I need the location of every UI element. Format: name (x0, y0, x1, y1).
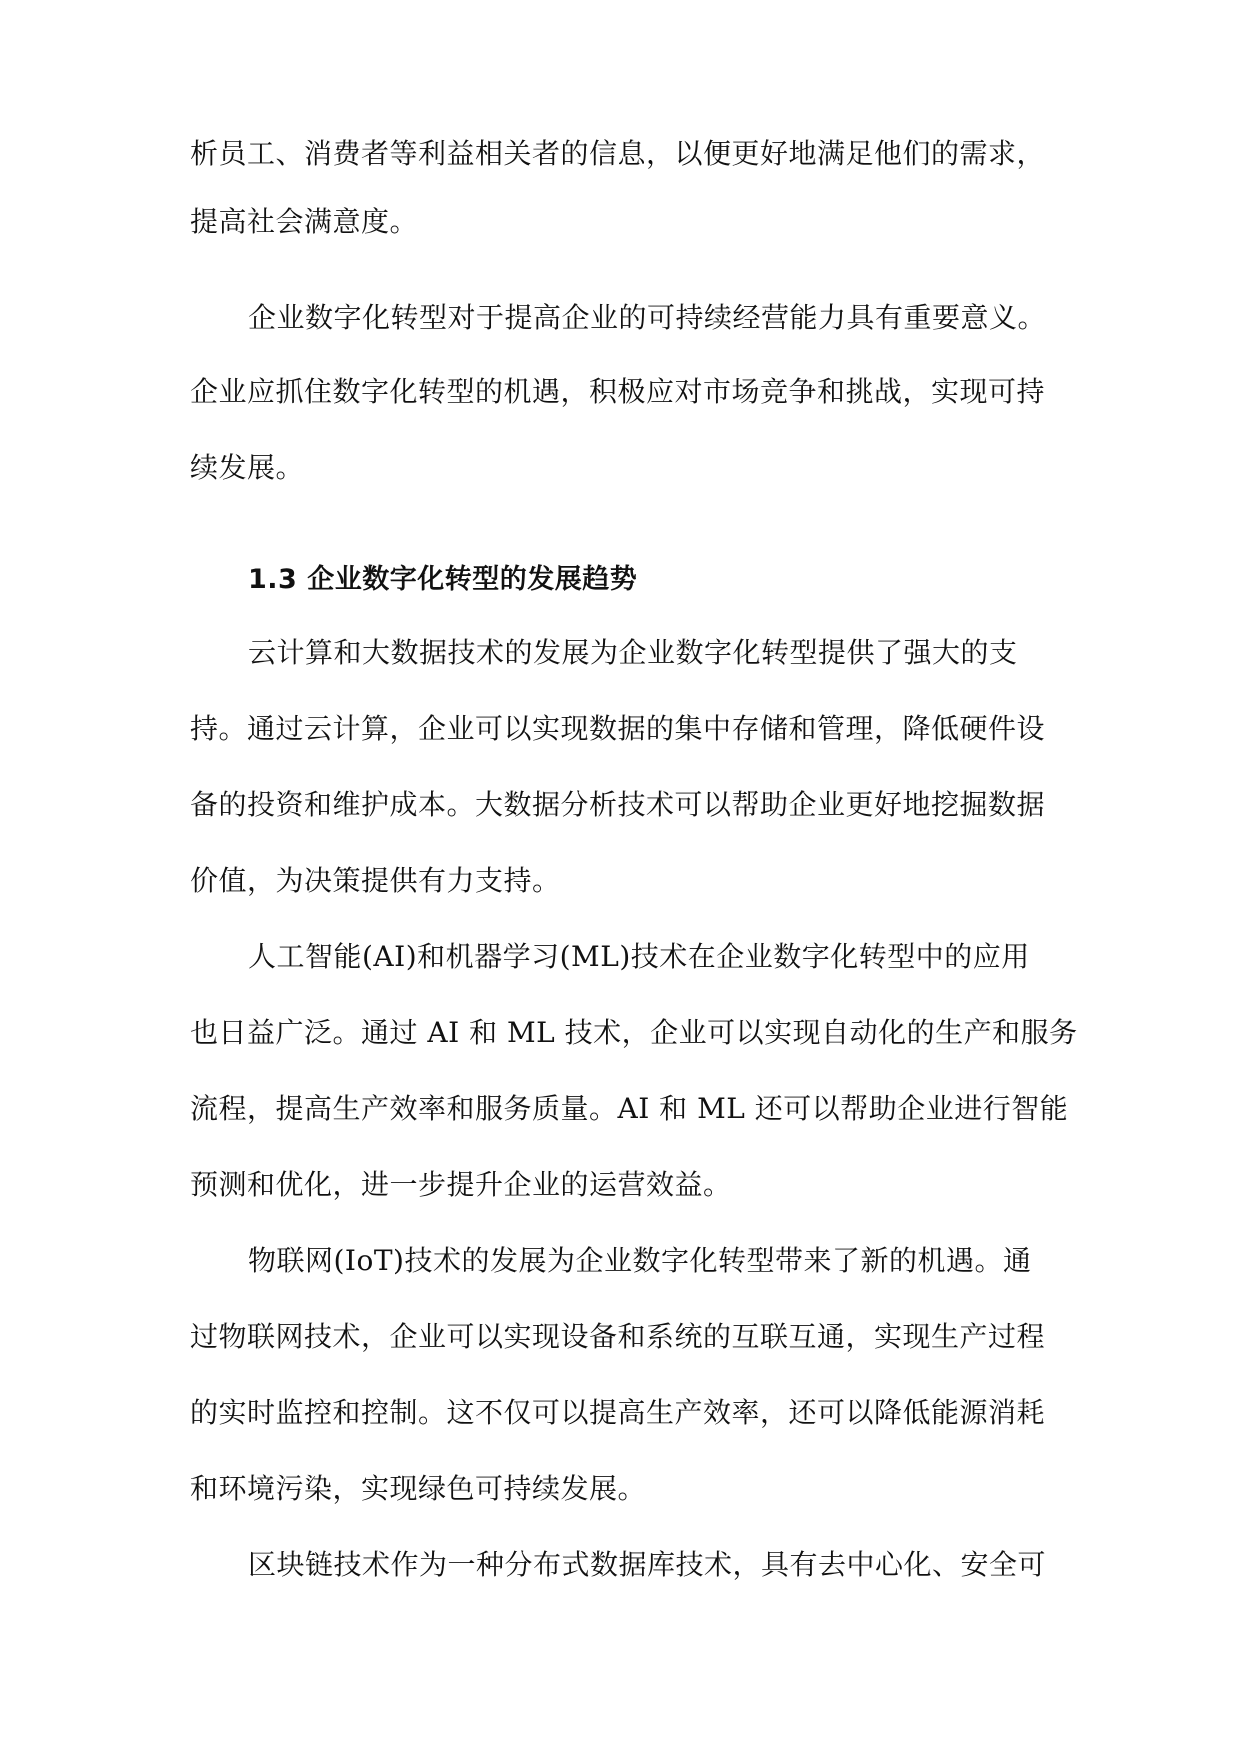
section-heading: 1.3 企业数字化转型的发展趋势 (248, 564, 638, 595)
text-line: 预测和优化，进一步提升企业的运营效益。 (190, 1168, 732, 1201)
text-line: 提高社会满意度。 (190, 205, 419, 238)
text-line: 备的投资和维护成本。大数据分析技术可以帮助企业更好地挖掘数据 (190, 788, 1046, 821)
text-line: 析员工、消费者等利益相关者的信息，以便更好地满足他们的需求， (190, 137, 1046, 170)
paragraph-start-line: 企业数字化转型对于提高企业的可持续经营能力具有重要意义。 (248, 301, 1047, 334)
text-line: 和环境污染，实现绿色可持续发展。 (190, 1472, 647, 1505)
text-line: 企业应抓住数字化转型的机遇，积极应对市场竞争和挑战，实现可持 (190, 375, 1046, 408)
text-line: 过物联网技术，企业可以实现设备和系统的互联互通，实现生产过程 (190, 1320, 1046, 1353)
text-line: 价值，为决策提供有力支持。 (190, 864, 561, 897)
text-line: 流程，提高生产效率和服务质量。AI 和 ML 还可以帮助企业进行智能 (190, 1092, 1069, 1125)
text-line: 续发展。 (190, 451, 305, 484)
paragraph-start-line: 区块链技术作为一种分布式数据库技术，具有去中心化、安全可 (248, 1548, 1047, 1581)
paragraph-start-line: 云计算和大数据技术的发展为企业数字化转型提供了强大的支 (248, 636, 1018, 669)
paragraph-start-line: 物联网(IoT)技术的发展为企业数字化转型带来了新的机遇。通 (248, 1244, 1032, 1277)
paragraph-start-line: 人工智能(AI)和机器学习(ML)技术在企业数字化转型中的应用 (248, 940, 1030, 973)
text-line: 也日益广泛。通过 AI 和 ML 技术，企业可以实现自动化的生产和服务 (190, 1016, 1078, 1049)
text-line: 的实时监控和控制。这不仅可以提高生产效率，还可以降低能源消耗 (190, 1396, 1046, 1429)
text-line: 持。通过云计算，企业可以实现数据的集中存储和管理，降低硬件设 (190, 712, 1046, 745)
